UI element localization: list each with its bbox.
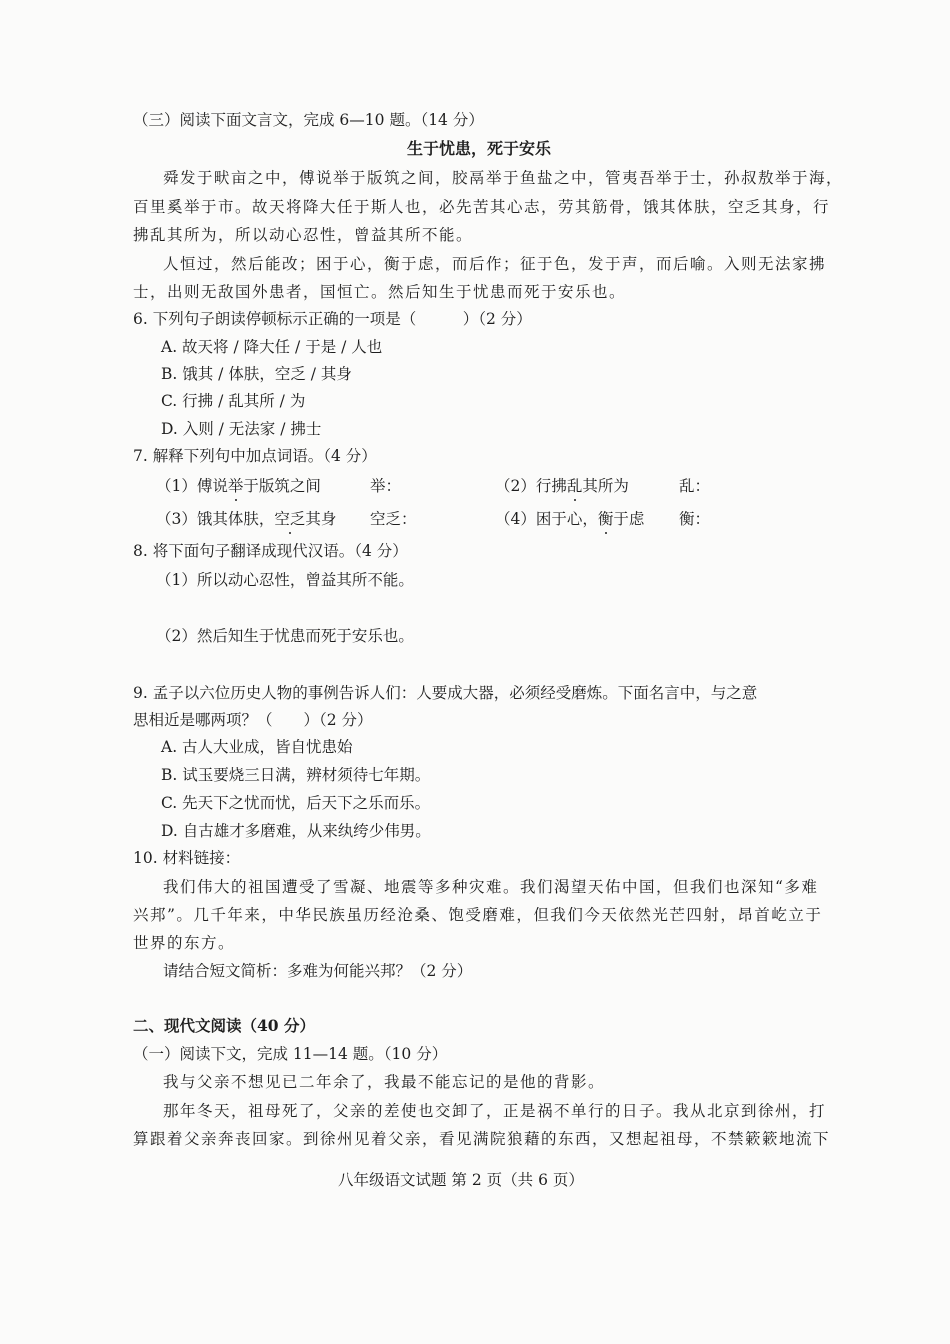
q7-answer-4: 衡： xyxy=(679,510,711,528)
q6-option-b: B. 饿其 / 体肤，空乏 / 其身 xyxy=(161,365,352,383)
q7-stem: 7. 解释下列句中加点词语。（4 分） xyxy=(133,447,377,465)
q8-stem: 8. 将下面句子翻译成现代汉语。（4 分） xyxy=(133,542,408,560)
q6-option-d: D. 入则 / 无法家 / 拂士 xyxy=(161,420,322,438)
q9-option-a: A. 古人大业成，皆自忧患始 xyxy=(161,738,353,756)
q10-material-line: 世界的东方。 xyxy=(133,934,236,952)
q6-option-c: C. 行拂 / 乱其所 / 为 xyxy=(161,392,306,410)
passage-line: 拂乱其所为，所以动心忍性，曾益其所不能。 xyxy=(133,226,474,244)
q7-answer-2: 乱： xyxy=(679,477,711,495)
passage-title: 生于忧患，死于安乐 xyxy=(407,139,552,158)
q10-question: 请结合短文简析：多难为何能兴邦？（2 分） xyxy=(163,962,473,980)
section3-header: （三）阅读下面文言文，完成 6—10 题。（14 分） xyxy=(133,111,484,129)
q9-option-d: D. 自古雄才多磨难，从来纨绔少伟男。 xyxy=(161,822,431,840)
q7-answer-3: 空乏： xyxy=(370,510,417,528)
q9-stem: 9. 孟子以六位历史人物的事例告诉人们：人要成大器，必须经受磨炼。下面名言中，与之意 xyxy=(133,684,758,702)
passage-line: 人恒过，然后能改；困于心，衡于虑，而后作；征于色，发于声，而后喻。入则无法家拂 xyxy=(163,255,827,273)
q10-stem: 10. 材料链接： xyxy=(133,849,241,867)
q7-item-4: （4）困于心，衡于虑 xyxy=(495,510,645,528)
passage-line: 士，出则无敌国外患者，国恒亡。然后知生于忧患而死于安乐也。 xyxy=(133,283,627,301)
reading-line: 算跟着父亲奔丧回家。到徐州见着父亲，看见满院狼藉的东西，又想起祖母，不禁簌簌地流下 xyxy=(133,1130,831,1148)
reading-line: 我与父亲不想见已二年余了，我最不能忘记的是他的背影。 xyxy=(163,1073,606,1091)
q10-material-line: 兴邦”。几千年来，中华民族虽历经沧桑、饱受磨难，但我们今天依然光芒四射，昂首屹立于 xyxy=(133,906,823,924)
passage-line: 百里奚举于市。故天将降大任于斯人也，必先苦其心志，劳其筋骨，饿其体肤，空乏其身，行 xyxy=(133,198,831,216)
q7-answer-1: 举： xyxy=(370,477,402,495)
q7-item-2: （2）行拂乱其所为 xyxy=(495,477,629,495)
q9-stem-cont: 思相近是哪两项？（ ）（2 分） xyxy=(133,711,373,729)
q10-material-line: 我们伟大的祖国遭受了雪凝、地震等多种灾难。我们渴望天佑中国，但我们也深知“多难 xyxy=(163,878,819,896)
q8-sentence-2: （2）然后知生于忧患而死于安乐也。 xyxy=(156,627,414,645)
passage-line: 舜发于畎亩之中，傅说举于版筑之间，胶鬲举于鱼盐之中，管夷吾举于士，孙叔敖举于海， xyxy=(163,169,844,187)
q9-option-b: B. 试玉要烧三日满，辨材须待七年期。 xyxy=(161,766,431,784)
q7-item-3: （3）饿其体肤，空乏其身 xyxy=(156,510,337,528)
page-footer: 八年级语文试题 第 2 页（共 6 页） xyxy=(338,1171,584,1189)
part2-header: 二、现代文阅读（40 分） xyxy=(133,1016,315,1035)
q7-item-1: （1）傅说举于版筑之间 xyxy=(156,477,321,495)
q6-stem: 6. 下列句子朗读停顿标示正确的一项是（ ）（2 分） xyxy=(133,310,532,328)
q6-option-a: A. 故天将 / 降大任 / 于是 / 人也 xyxy=(161,338,383,356)
reading-line: 那年冬天，祖母死了，父亲的差使也交卸了，正是祸不单行的日子。我从北京到徐州，打 xyxy=(163,1102,827,1120)
q9-option-c: C. 先天下之忧而忧，后天下之乐而乐。 xyxy=(161,794,431,812)
q8-sentence-1: （1）所以动心忍性，曾益其所不能。 xyxy=(156,571,414,589)
part2-subheader: （一）阅读下文，完成 11—14 题。（10 分） xyxy=(133,1045,448,1063)
